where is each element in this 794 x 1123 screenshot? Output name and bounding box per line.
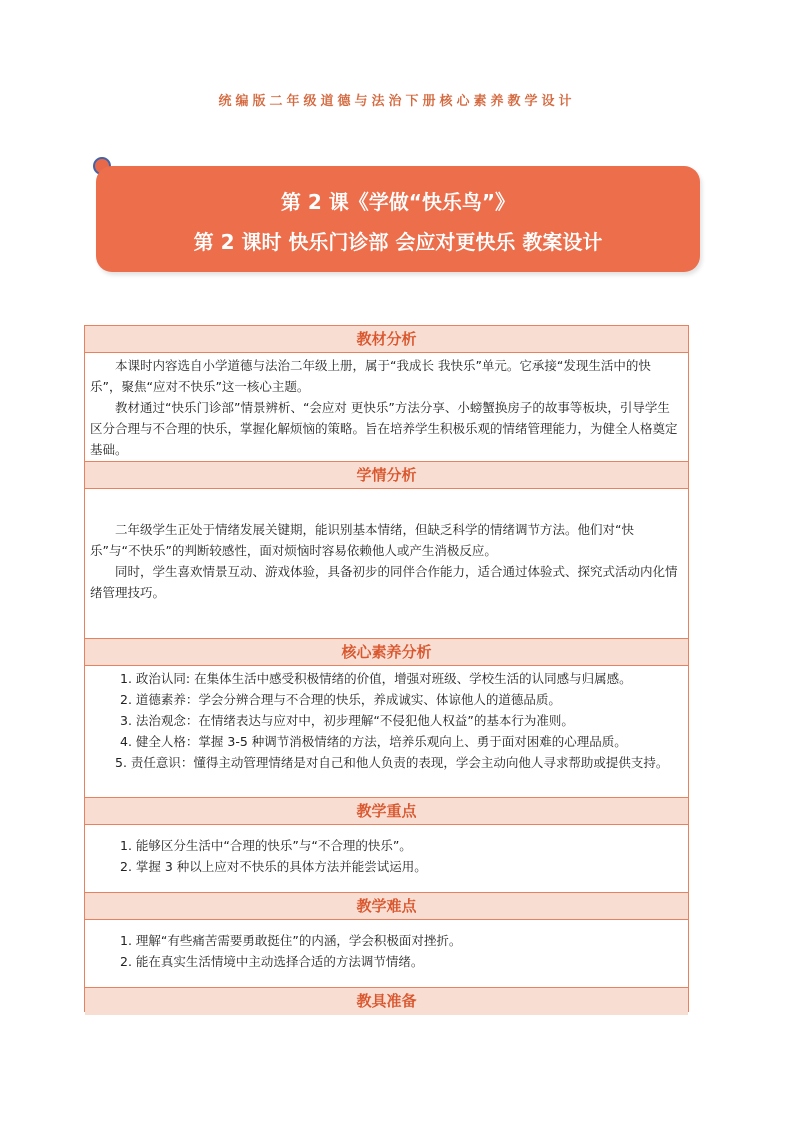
lesson-subtitle: 第 2 课时 快乐门诊部 会应对更快乐 教案设计 (193, 230, 603, 254)
list-item: 4. 健全人格：掌握 3-5 种调节消极情绪的方法，培养乐观向上、勇于面对困难的心理品质。 (120, 734, 627, 749)
list-item: 2. 掌握 3 种以上应对不快乐的具体方法并能尝试运用。 (120, 859, 427, 874)
list-item: 5. 责任意识：懂得主动管理情绪是对自己和他人负责的表现，学会主动向他人寻求帮助或提供支持。 (115, 755, 669, 770)
list-item: 3. 法治观念：在情绪表达与应对中，初步理解“不侵犯他人权益”的基本行为准则。 (120, 713, 574, 728)
list-item: 1. 理解“有些痛苦需要勇敢挺住”的内涵，学会积极面对挫折。 (120, 933, 462, 948)
section-heading-textbook-analysis: 教材分析 (85, 326, 688, 353)
list-item: 2. 道德素养：学会分辨合理与不合理的快乐，养成诚实、体谅他人的道德品质。 (120, 692, 561, 707)
paragraph: 二年级学生正处于情绪发展关键期，能识别基本情绪，但缺乏科学的情绪调节方法。他们对“快乐”与“不快乐”的判断较感性，面对烦恼时容易依赖他人或产生消极反应。 (90, 522, 634, 558)
list-item: 2. 能在真实生活情境中主动选择合适的方法调节情绪。 (120, 954, 424, 969)
section-heading-difficult-points: 教学难点 (85, 893, 688, 920)
section-body-core-literacy (85, 666, 688, 798)
section-heading-student-analysis: 学情分析 (85, 462, 688, 489)
title-banner (96, 166, 700, 272)
section-body-key-points (85, 825, 688, 893)
section-body-difficult-points (85, 920, 688, 988)
lesson-plan-table (84, 325, 689, 1012)
lesson-title: 第 2 课《学做“快乐鸟”》 (280, 190, 516, 214)
paragraph: 本课时内容选自小学道德与法治二年级上册，属于“我成长 我快乐”单元。它承接“发现生活中的快乐”，聚焦“应对不快乐”这一核心主题。 (90, 358, 651, 394)
list-item: 1. 能够区分生活中“合理的快乐”与“不合理的快乐”。 (120, 838, 412, 853)
list-item: 1. 政治认同: 在集体生活中感受积极情绪的价值，增强对班级、学校生活的认同感与归属感。 (120, 671, 632, 686)
section-heading-teaching-aids: 教具准备 (85, 988, 688, 1015)
paragraph: 同时，学生喜欢情景互动、游戏体验，具备初步的同伴合作能力，适合通过体验式、探究式活动内化情绪管理技巧。 (90, 564, 678, 600)
paragraph: 教材通过“快乐门诊部”情景辨析、“会应对 更快乐”方法分享、小螃蟹换房子的故事等板块，引导学生区分合理与不合理的快乐，掌握化解烦恼的策略。旨在培养学生积极乐观的情绪管理能力，为健全人格奠定基础。 (90, 400, 678, 457)
document-header: 统编版二年级道德与法治下册核心素养教学设计 (218, 94, 576, 109)
section-body-textbook-analysis (85, 353, 688, 462)
section-heading-core-literacy: 核心素养分析 (85, 639, 688, 666)
section-heading-key-points: 教学重点 (85, 798, 688, 825)
section-body-student-analysis (85, 489, 688, 639)
